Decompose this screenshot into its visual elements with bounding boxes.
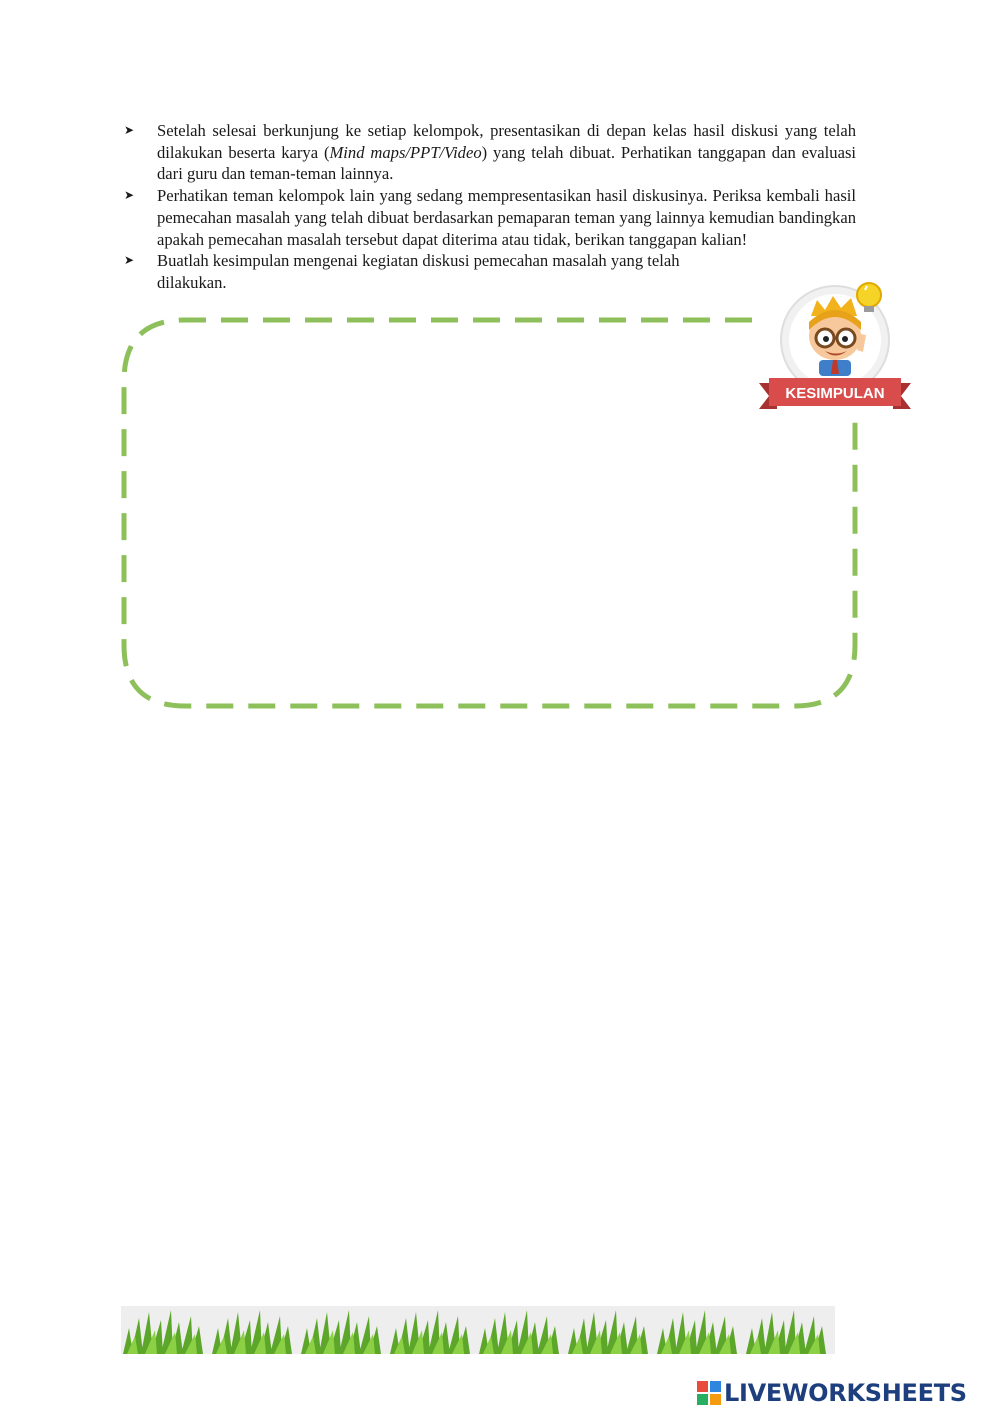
instruction-text-1a: Setelah selesai berkunjung ke setiap kelompok, presentasikan di depan kelas hasil diskusi yang telah dilakukan beserta karya ( [157,121,856,162]
ribbon-banner [759,378,911,409]
instruction-list [124,120,856,294]
badge-label: KESIMPULAN [785,385,885,402]
instruction-text-1b: ) yang telah dibuat. Perhatikan tanggapan dan evaluasi dari guru dan teman-teman lainnya. [157,142,857,184]
instruction-text-2: Perhatikan teman kelompok lain yang sedang mempresentasikan hasil diskusinya. Periksa kembali hasil pemecahan masalah yang telah dibuat berdasarkan pemaparan teman yang lainnya kemudian bandingkan apakah pemecahan masalah tersebut dapat diterima atau tidak, berikan tanggapan kalian! [157,186,856,249]
conclusion-answer-box[interactable] [120,315,860,710]
arrow-bullet-icon: ➤ [124,253,135,268]
grass-decoration [121,1306,835,1354]
kesimpulan-badge [757,278,913,416]
brand-name: LIVEWORKSHEETS [724,1379,967,1407]
liveworksheets-logo-icon [697,1381,721,1405]
instruction-item-1 [124,120,856,185]
instruction-text-1-italic: Mind maps/PPT/Video [329,142,482,162]
instruction-text-3: Buatlah kesimpulan mengenai kegiatan diskusi pemecahan masalah yang telah dilakukan. [157,251,680,292]
arrow-bullet-icon: ➤ [124,123,135,137]
arrow-bullet-icon: ➤ [124,188,135,203]
instruction-item-2 [124,185,856,250]
liveworksheets-brand [697,1378,967,1408]
instruction-item-3 [124,250,742,293]
